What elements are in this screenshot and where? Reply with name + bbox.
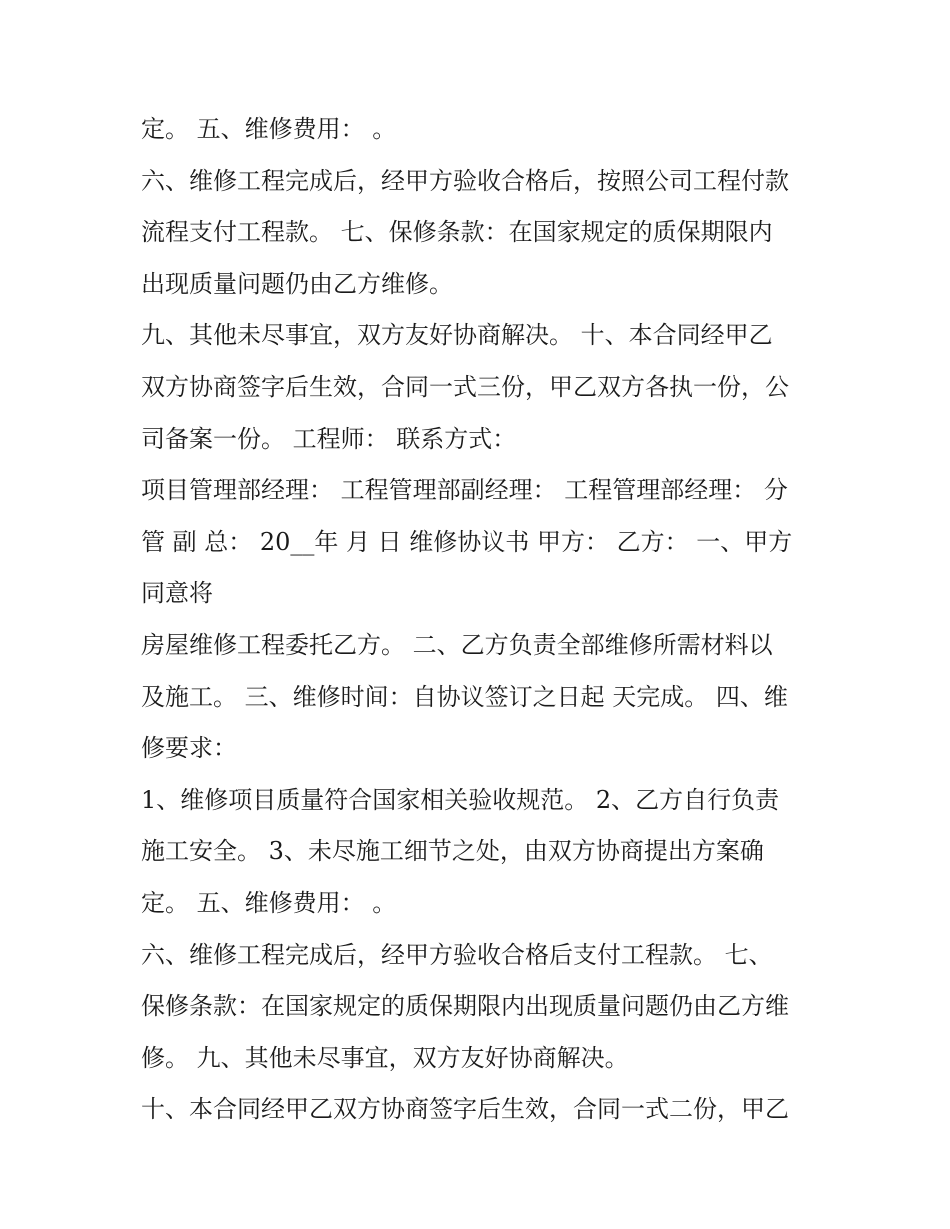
text-line: 定。 五、维修费用： 。 <box>141 888 397 917</box>
text-line: 保修条款：在国家规定的质保期限内出现质量问题仍由乙方维 <box>141 992 789 1021</box>
text-line: 管 副 总： 20__年 月 日 维修协议书 甲方： 乙方： 一、甲方 <box>141 527 793 556</box>
text-line: 司备案一份。 工程师： 联系方式： <box>141 424 517 453</box>
text-line: 修要求： <box>141 734 237 763</box>
text-line: 定。 五、维修费用： 。 <box>141 115 397 143</box>
text-line: 出现质量问题仍由乙方维修。 <box>141 269 453 298</box>
text-line: 修。 九、其他未尽事宜，双方友好协商解决。 <box>141 1043 629 1072</box>
text-line: 同意将 <box>141 579 213 608</box>
text-line: 1、维修项目质量符合国家相关验收规范。 2、乙方自行负责 <box>141 785 780 814</box>
text-line: 及施工。 三、维修时间：自协议签订之日起 天完成。 四、维 <box>141 682 788 711</box>
contract-text <box>141 104 821 1136</box>
text-line: 六、维修工程完成后，经甲方验收合格后支付工程款。 七、 <box>141 940 773 969</box>
text-line: 项目管理部经理： 工程管理部副经理： 工程管理部经理： 分 <box>141 476 788 505</box>
text-line: 房屋维修工程委托乙方。 二、乙方负责全部维修所需材料以 <box>141 630 773 659</box>
text-line: 流程支付工程款。 七、保修条款：在国家规定的质保期限内 <box>141 218 773 247</box>
text-line: 施工安全。 3、未尽施工细节之处，由双方协商提出方案确 <box>141 837 764 866</box>
text-line: 十、本合同经甲乙双方协商签字后生效，合同一式二份，甲乙 <box>141 1095 789 1124</box>
text-line: 九、其他未尽事宜，双方友好协商解决。 十、本合同经甲乙 <box>141 321 773 350</box>
text-line: 双方协商签字后生效，合同一式三份，甲乙双方各执一份，公 <box>141 372 789 401</box>
text-line: 六、维修工程完成后，经甲方验收合格后，按照公司工程付款 <box>141 166 789 195</box>
